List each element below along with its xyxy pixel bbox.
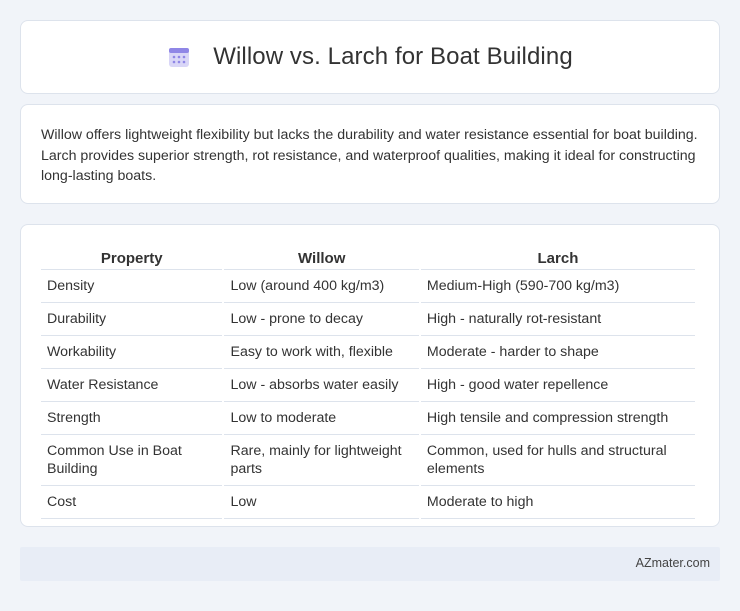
property-cell: Durability bbox=[41, 303, 222, 336]
title-wrap bbox=[167, 43, 573, 71]
property-cell: Workability bbox=[41, 336, 222, 369]
table-row bbox=[41, 303, 695, 336]
table-row bbox=[41, 402, 695, 435]
page-title: Willow vs. Larch for Boat Building bbox=[213, 43, 573, 70]
title-card bbox=[20, 20, 720, 94]
calendar-icon bbox=[167, 45, 191, 69]
larch-cell: High - good water repellence bbox=[421, 369, 695, 402]
willow-cell: Rare, mainly for lightweight parts bbox=[224, 435, 418, 486]
larch-cell: High - naturally rot-resistant bbox=[421, 303, 695, 336]
table-row bbox=[41, 336, 695, 369]
property-cell: Density bbox=[41, 270, 222, 303]
property-cell: Cost bbox=[41, 486, 222, 519]
willow-cell: Easy to work with, flexible bbox=[224, 336, 418, 369]
larch-cell: Moderate - harder to shape bbox=[421, 336, 695, 369]
larch-cell: Common, used for hulls and structural elements bbox=[421, 435, 695, 486]
willow-cell: Low - prone to decay bbox=[224, 303, 418, 336]
willow-cell: Low to moderate bbox=[224, 402, 418, 435]
summary-card bbox=[20, 104, 720, 204]
property-cell: Water Resistance bbox=[41, 369, 222, 402]
willow-cell: Low (around 400 kg/m3) bbox=[224, 270, 418, 303]
summary-text: Willow offers lightweight flexibility but lacks the durability and water resistance essential for boat building. Larch provides superior strength, rot resistance, and waterproof qualities, making it ideal for constructing long-lasting boats. bbox=[41, 127, 698, 184]
table-row bbox=[41, 486, 695, 519]
column-header-property: Property bbox=[41, 247, 222, 270]
table-row bbox=[41, 270, 695, 303]
willow-cell: Low bbox=[224, 486, 418, 519]
column-header-willow: Willow bbox=[224, 247, 418, 270]
footer-bar bbox=[20, 547, 720, 581]
larch-cell: Moderate to high bbox=[421, 486, 695, 519]
larch-cell: High tensile and compression strength bbox=[421, 402, 695, 435]
table-row bbox=[41, 435, 695, 486]
larch-cell: Medium-High (590-700 kg/m3) bbox=[421, 270, 695, 303]
property-cell: Strength bbox=[41, 402, 222, 435]
column-header-larch: Larch bbox=[421, 247, 695, 270]
comparison-table-card bbox=[20, 224, 720, 527]
table-header-row bbox=[41, 247, 695, 270]
property-cell: Common Use in Boat Building bbox=[41, 435, 222, 486]
table-row bbox=[41, 369, 695, 402]
willow-cell: Low - absorbs water easily bbox=[224, 369, 418, 402]
comparison-table bbox=[39, 247, 697, 519]
footer-brand: AZmater.com bbox=[635, 556, 710, 570]
